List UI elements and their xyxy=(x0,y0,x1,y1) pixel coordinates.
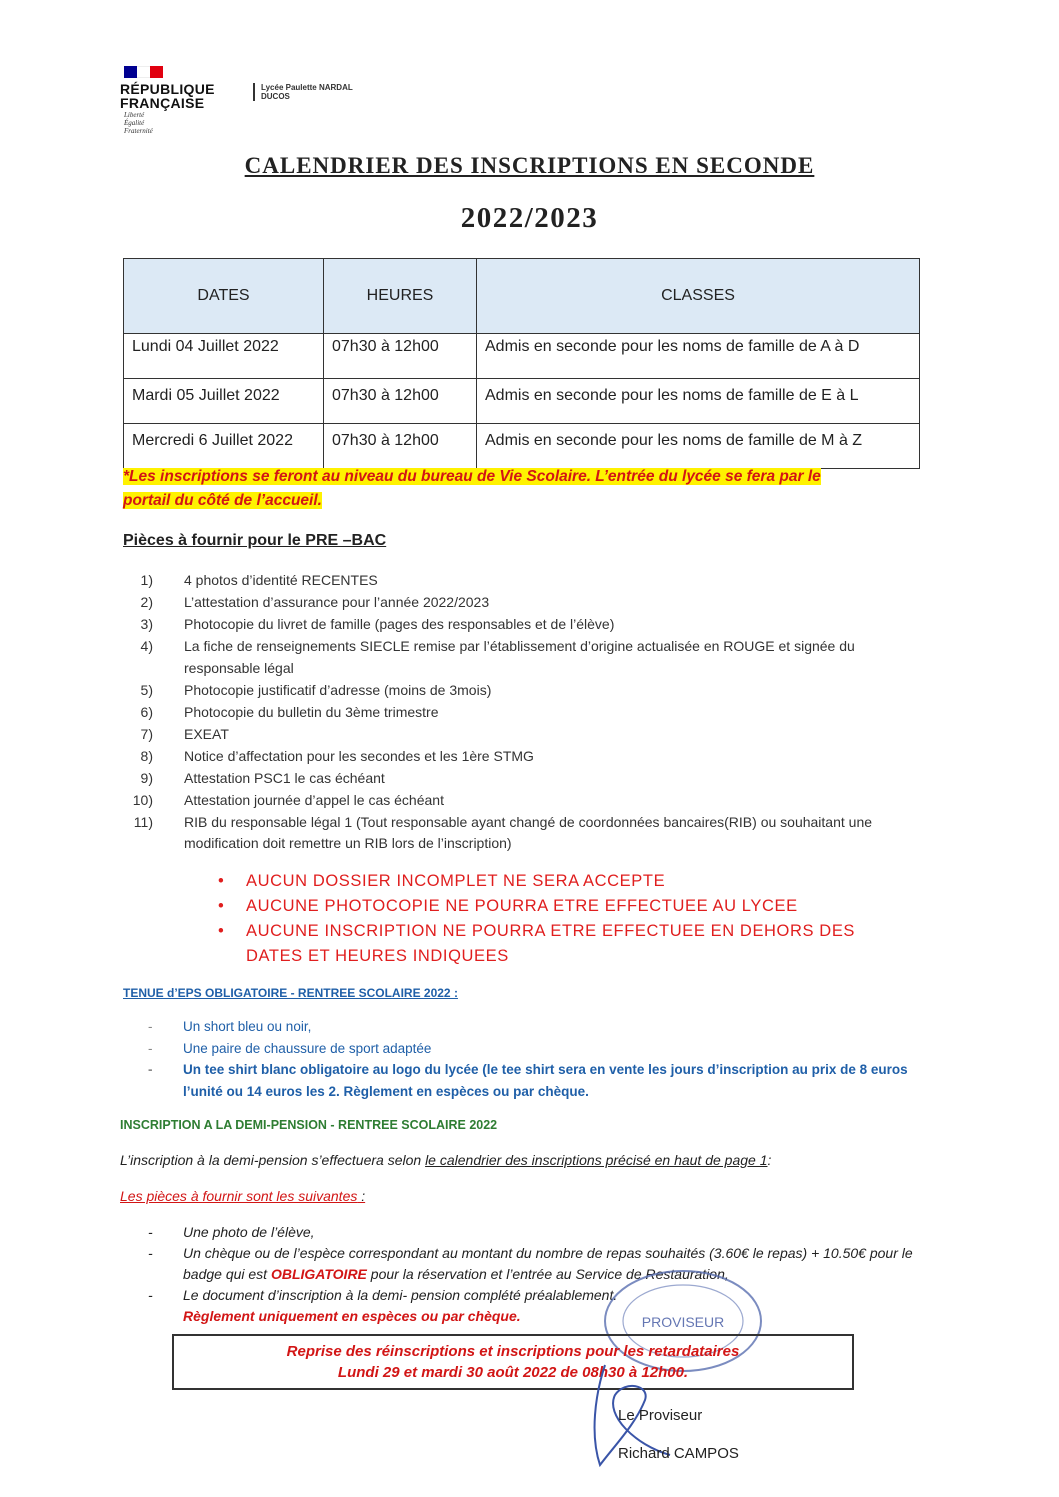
cell-class: Admis en seconde pour les noms de famille de A à D xyxy=(477,334,920,379)
list-item: 10) Attestation journée d’appel le cas échéant xyxy=(132,791,444,808)
pieces-list xyxy=(132,570,908,855)
cell-hours: 07h30 à 12h00 xyxy=(324,334,477,379)
list-item: 11) RIB du responsable légal 1 (Tout responsable ayant changé de coordonnées bancaires(RIB) ou souhaitant une modification doit remettre un RIB lors de l’inscription) xyxy=(133,813,873,851)
republique-flag-logo xyxy=(124,66,164,78)
table-header-row xyxy=(124,259,920,334)
eps-list xyxy=(148,1016,938,1102)
warnings-list xyxy=(218,869,908,969)
cell-date: Mardi 05 Juillet 2022 xyxy=(124,379,324,424)
demi-pension-list xyxy=(148,1222,938,1327)
demi-pension-heading: INSCRIPTION A LA DEMI-PENSION - RENTREE SCOLAIRE 2022 xyxy=(120,1118,498,1132)
list-item: 1) 4 photos d’identité RECENTES xyxy=(140,572,378,588)
list-item: - Une photo de l’élève, xyxy=(148,1224,315,1240)
cell-hours: 07h30 à 12h00 xyxy=(324,379,477,424)
reprise-box: Reprise des réinscriptions et inscriptions pour les retardataires Lundi 29 et mardi 30 août 2022 de 08h30 à 12h00. xyxy=(172,1334,854,1390)
header-classes: CLASSES xyxy=(477,259,920,334)
schedule-table xyxy=(123,258,920,469)
cell-class: Admis en seconde pour les noms de famille de E à L xyxy=(477,379,920,424)
list-item: - Un chèque ou de l’espèce correspondant au montant du nombre de repas souhaités (3.60€ le repas) + 10.50€ pour le badge qui est OBLIGATOIRE pour la réservation et l’entrée au Service de Restauration, xyxy=(148,1245,913,1282)
header-dates: DATES xyxy=(124,259,324,334)
inscription-note: *Les inscriptions se feront au niveau du bureau de Vie Scolaire. L’entrée du lycée se fera par le portail du côté de l’accueil. xyxy=(123,468,821,509)
list-item: 6) Photocopie du bulletin du 3ème trimestre xyxy=(140,703,439,720)
pieces-heading: Pièces à fournir pour le PRE –BAC xyxy=(123,532,387,549)
warning-item: • AUCUNE INSCRIPTION NE POURRA ETRE EFFECTUEE EN DEHORS DES DATES ET HEURES INDIQUEES xyxy=(218,919,908,969)
cell-date: Lundi 04 Juillet 2022 xyxy=(124,334,324,379)
table-row xyxy=(124,334,920,379)
signature-role: Le Proviseur xyxy=(618,1407,703,1424)
list-item: - Un short bleu ou noir, xyxy=(148,1019,312,1034)
list-item: 7) EXEAT xyxy=(140,725,229,742)
list-item: - Un tee shirt blanc obligatoire au logo du lycée (le tee shirt sera en vente les jours d’inscription au prix de 8 euros l’unité ou 14 euros les 2. Règlement en espèces ou par chèque. xyxy=(148,1062,908,1099)
republique-francaise-label: RÉPUBLIQUE FRANÇAISE xyxy=(120,81,215,111)
list-item: - Une paire de chaussure de sport adaptée xyxy=(148,1040,432,1056)
warning-item: • AUCUNE PHOTOCOPIE NE POURRA ETRE EFFECTUEE AU LYCEE xyxy=(218,894,908,919)
school-name: Lycée Paulette NARDAL DUCOS xyxy=(253,83,353,101)
list-item: - Le document d’inscription à la demi- pension complété préalablement. Règlement uniquement en espèces ou par chèque. xyxy=(148,1287,618,1324)
republic-motto: Liberté Égalité Fraternité xyxy=(124,111,153,135)
list-item: 5) Photocopie justificatif d’adresse (moins de 3mois) xyxy=(140,681,492,698)
warning-item: • AUCUN DOSSIER INCOMPLET NE SERA ACCEPTE xyxy=(218,869,908,894)
cell-class: Admis en seconde pour les noms de famille de M à Z xyxy=(477,424,920,469)
header-heures: HEURES xyxy=(324,259,477,334)
stamp-text: PROVISEUR xyxy=(641,1314,725,1330)
list-item: 3) Photocopie du livret de famille (pages des responsables et de l’élève) xyxy=(140,616,615,632)
table-row xyxy=(124,424,920,469)
eps-heading: TENUE d’EPS OBLIGATOIRE - RENTREE SCOLAIRE 2022 : xyxy=(123,986,458,1000)
list-item: 4) La fiche de renseignements SIECLE remise par l’établissement d’origine actualisée en ROUGE et signée du responsable légal xyxy=(140,638,855,676)
list-item: 9) Attestation PSC1 le cas échéant xyxy=(140,769,385,786)
document-title: CALENDRIER DES INSCRIPTIONS EN SECONDE xyxy=(244,153,815,178)
demi-pension-intro: L’inscription à la demi-pension s’effectuera selon le calendrier des inscriptions précisé en haut de page 1: xyxy=(120,1152,772,1168)
school-year: 2022/2023 xyxy=(460,202,599,234)
list-item: 8) Notice d’affectation pour les secondes et les 1ère STMG xyxy=(140,747,534,764)
demi-pension-pieces-label: Les pièces à fournir sont les suivantes : xyxy=(120,1188,366,1204)
signature-name: Richard CAMPOS xyxy=(618,1445,739,1462)
cell-hours: 07h30 à 12h00 xyxy=(324,424,477,469)
table-row xyxy=(124,379,920,424)
cell-date: Mercredi 6 Juillet 2022 xyxy=(124,424,324,469)
list-item: 2) L’attestation d’assurance pour l’année 2022/2023 xyxy=(140,594,490,610)
